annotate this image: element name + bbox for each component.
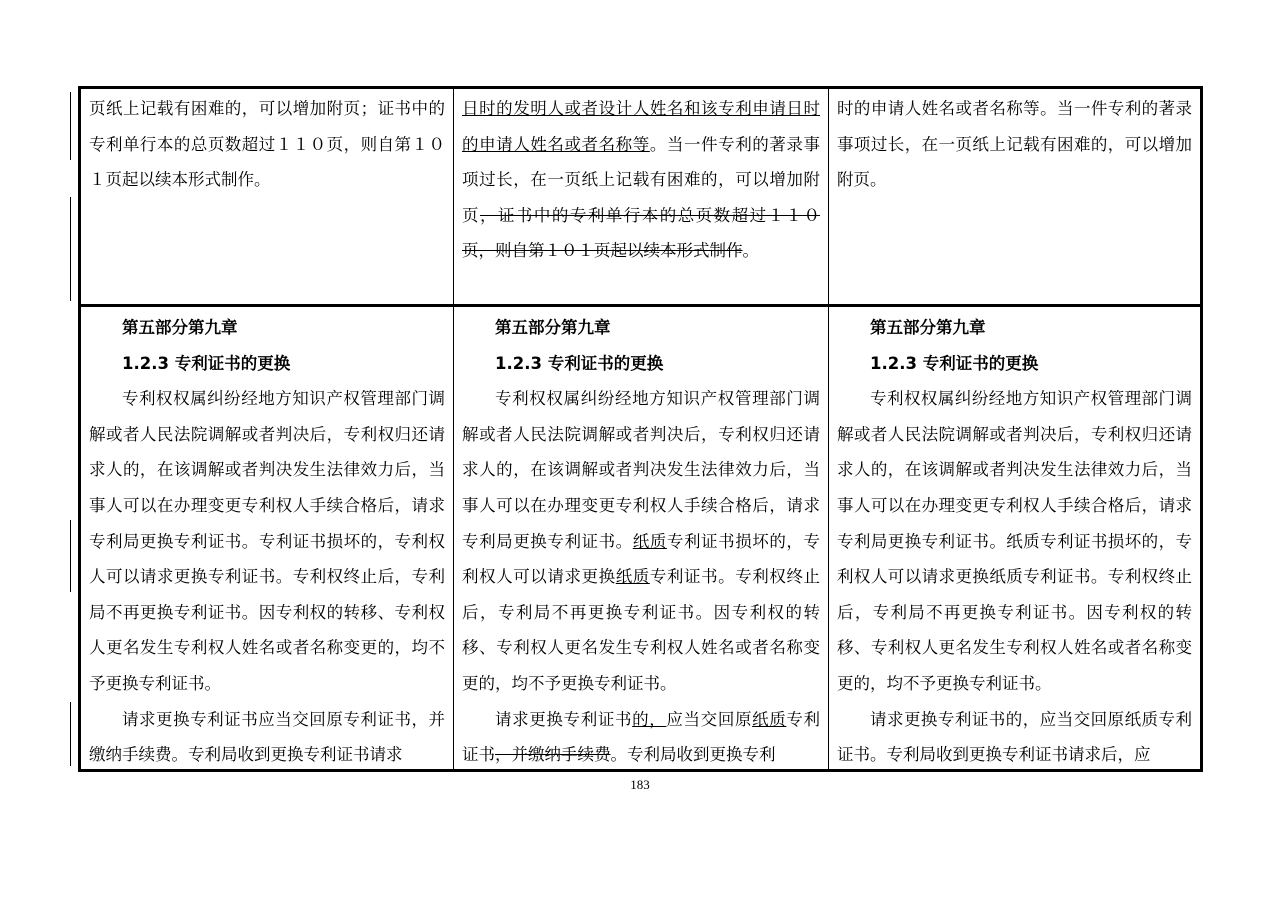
row1-col1-cell — [81, 91, 453, 304]
inserted-text: 纸质 — [615, 567, 650, 587]
row1-col1-text: 页纸上记载有困难的，可以增加附页；证书中的专利单行本的总页数超过１１０页，则自第１０１页起以续本形式制作。 — [89, 99, 445, 190]
row-divider — [81, 304, 1200, 307]
plain-text: 。 — [742, 241, 759, 261]
inserted-text: 的， — [632, 709, 667, 729]
change-bar — [70, 702, 71, 766]
section-heading: 1.2.3 专利证书的更换 — [122, 353, 291, 373]
paragraph-2: 请求更换专利证书的，应当交回原纸质专利证书。专利局收到更换专利证书请求后，应 — [837, 709, 1192, 765]
plain-text: 专利证书损坏的，专利权人可以请求更换 — [462, 531, 821, 587]
paragraph-1: 专利权权属纠纷经地方知识产权管理部门调解或者人民法院调解或者判决后，专利权归还请求人的，在该调解或者判决发生法律效力后，当事人可以在办理变更专利权人手续合格后，请求专利局更换专利证书。纸质专利证书损坏的，专利权人可以请求更换纸质专利证书。专利权终止后，专利局不再更换专利证书。因专利权的转移、专利权人更名发生专利权人姓名或者名称变更的，均不予更换专利证书。 — [837, 389, 1192, 693]
deleted-text: ，并缴纳手续费 — [495, 745, 611, 765]
row2-col3-cell — [829, 310, 1200, 772]
row1-col3-text: 时的申请人姓名或者名称等。当一件专利的著录事项过长，在一页纸上记载有困难的，可以增加附页。 — [837, 99, 1192, 190]
plain-text: 专利证书。专利权终止后，专利局不再更换专利证书。因专利权的转移、专利权人更名发生专利权人姓名或者名称变更的，均不予更换专利证书。 — [462, 567, 821, 693]
plain-text: 专利权权属纠纷经地方知识产权管理部门调解或者人民法院调解或者判决后，专利权归还请求人的，在该调解或者判决发生法律效力后，当事人可以在办理变更专利权人手续合格后，请求专利局更换专利证书。 — [462, 389, 820, 551]
chapter-heading: 第五部分第九章 — [870, 318, 986, 337]
deleted-text: ，证书中的专利单行本的总页数超过１１０页，则自第１０１页起以续本形式制作 — [462, 205, 821, 261]
row1-col2-cell — [454, 91, 828, 304]
plain-text: 请求更换专利证书 — [495, 709, 633, 729]
change-bar — [70, 92, 71, 160]
change-bar — [70, 197, 71, 301]
chapter-heading: 第五部分第九章 — [122, 318, 238, 337]
chapter-heading: 第五部分第九章 — [495, 318, 611, 337]
section-heading: 1.2.3 专利证书的更换 — [495, 353, 664, 373]
inserted-text: 日时的发明人或者设计人姓名和该专利申请日时的申请人姓名或者名称等 — [462, 99, 820, 154]
inserted-text: 纸质 — [632, 531, 667, 551]
plain-text: 应当交回原 — [666, 709, 753, 729]
paragraph-1 — [462, 381, 820, 701]
inserted-text: 纸质 — [752, 709, 787, 729]
row1-col3-cell — [829, 91, 1200, 304]
paragraph-2 — [462, 702, 820, 772]
paragraph-2: 请求更换专利证书应当交回原专利证书，并缴纳手续费。专利局收到更换专利证书请求 — [89, 709, 445, 765]
plain-text: 。专利局收到更换专利 — [610, 745, 776, 765]
row2-col1-cell — [81, 310, 453, 772]
plain-text: 。当一件专利的著录事项过长，在一页纸上记载有困难的，可以增加附页 — [462, 134, 821, 225]
page-number: 183 — [630, 777, 650, 792]
comparison-table — [78, 86, 1203, 772]
row2-col2-cell — [454, 310, 828, 772]
section-heading: 1.2.3 专利证书的更换 — [870, 353, 1039, 373]
change-bar — [70, 520, 71, 592]
paragraph-1: 专利权权属纠纷经地方知识产权管理部门调解或者人民法院调解或者判决后，专利权归还请求人的，在该调解或者判决发生法律效力后，当事人可以在办理变更专利权人手续合格后，请求专利局更换专利证书。专利证书损坏的，专利权人可以请求更换专利证书。专利权终止后，专利局不再更换专利证书。因专利权的转移、专利权人更名发生专利权人姓名或者名称变更的，均不予更换专利证书。 — [89, 389, 445, 693]
row1-col2-text — [462, 91, 820, 269]
plain-text: 专利证书 — [462, 709, 821, 765]
